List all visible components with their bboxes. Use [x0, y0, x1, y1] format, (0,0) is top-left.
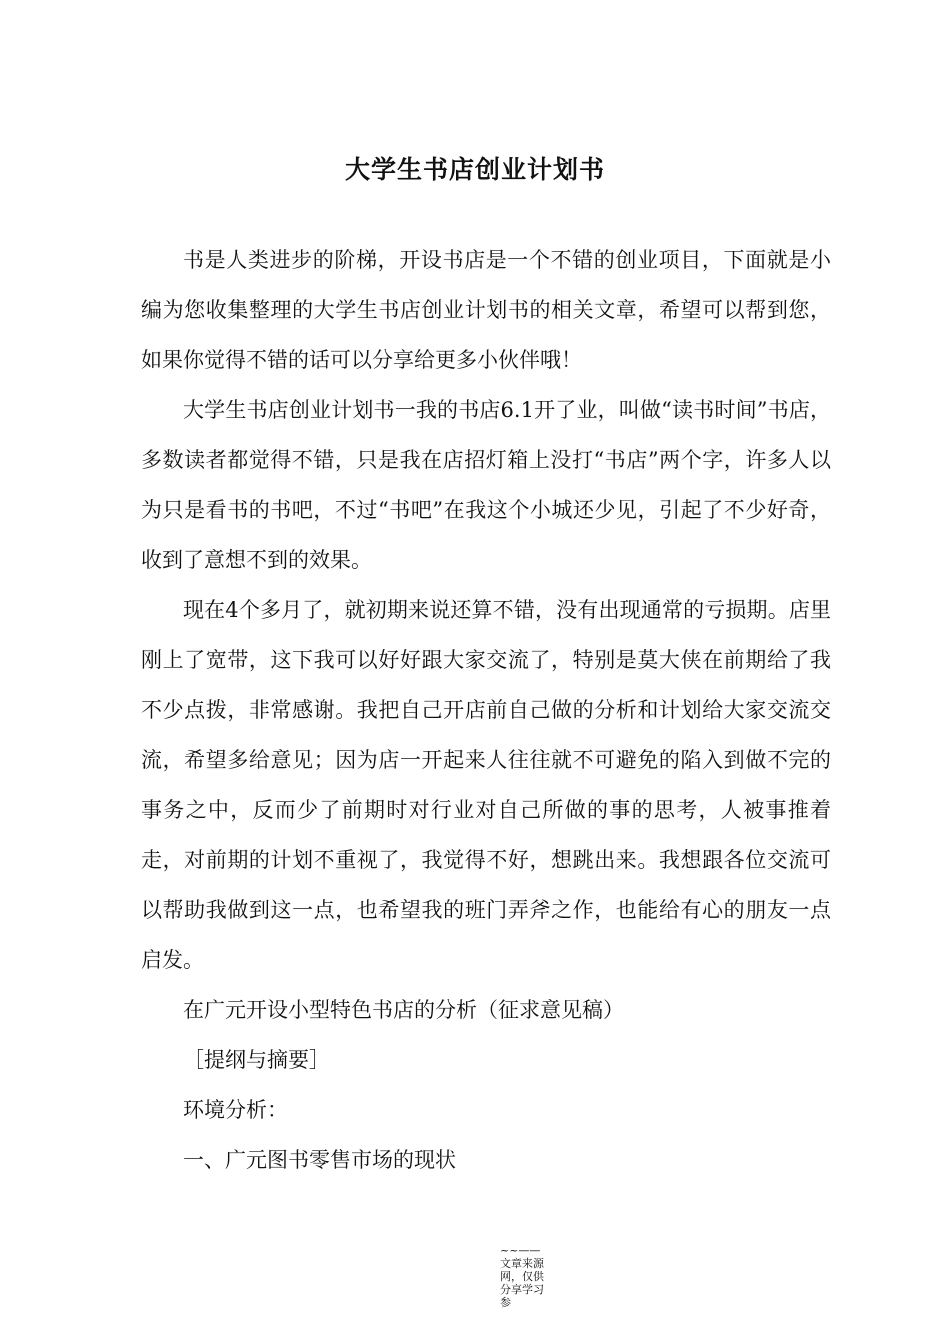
document-body: [141, 235, 831, 1185]
environment-heading: 环境分析：: [183, 1098, 288, 1122]
source-footer: ~~——文章来源网，仅供分享学习参: [500, 1244, 544, 1309]
intro-paragraph: 书是人类进步的阶梯，开设书店是一个不错的创业项目，下面就是小编为您收集整理的大学生书店创业计划书的相关文章，希望可以帮到您，如果你觉得不错的话可以分享给更多小伙伴哦！: [141, 248, 831, 372]
section-one-heading: 一、广元图书零售市场的现状: [183, 1148, 456, 1172]
reflection-paragraph: 现在4个多月了，就初期来说还算不错，没有出现通常的亏损期。店里刚上了宽带，这下我可以好好跟大家交流了，特别是莫大侠在前期给了我不少点拨，非常感谢。我把自己开店前自己做的分析和计划给大家交流交流，希望多给意见；因为店一开起来人往往就不可避免的陷入到做不完的事务之中，反而少了前期时对行业对自己所做的事的思考，人被事推着走，对前期的计划不重视了，我觉得不好，想跳出来。我想跟各位交流可以帮助我做到这一点，也希望我的班门弄斧之作，也能给有心的朋友一点启发。: [141, 598, 831, 972]
story-paragraph: 大学生书店创业计划书一我的书店6.1开了业，叫做“读书时间”书店，多数读者都觉得不错，只是我在店招灯箱上没打“书店”两个字，许多人以为只是看书的书吧，不过“书吧”在我这个小城还少见，引起了不少好奇，收到了意想不到的效果。: [141, 398, 831, 572]
document-title: 大学生书店创业计划书: [344, 155, 605, 184]
analysis-heading: 在广元开设小型特色书店的分析（征求意见稿）: [183, 998, 624, 1022]
outline-heading: ［提纲与摘要］: [183, 1048, 330, 1072]
